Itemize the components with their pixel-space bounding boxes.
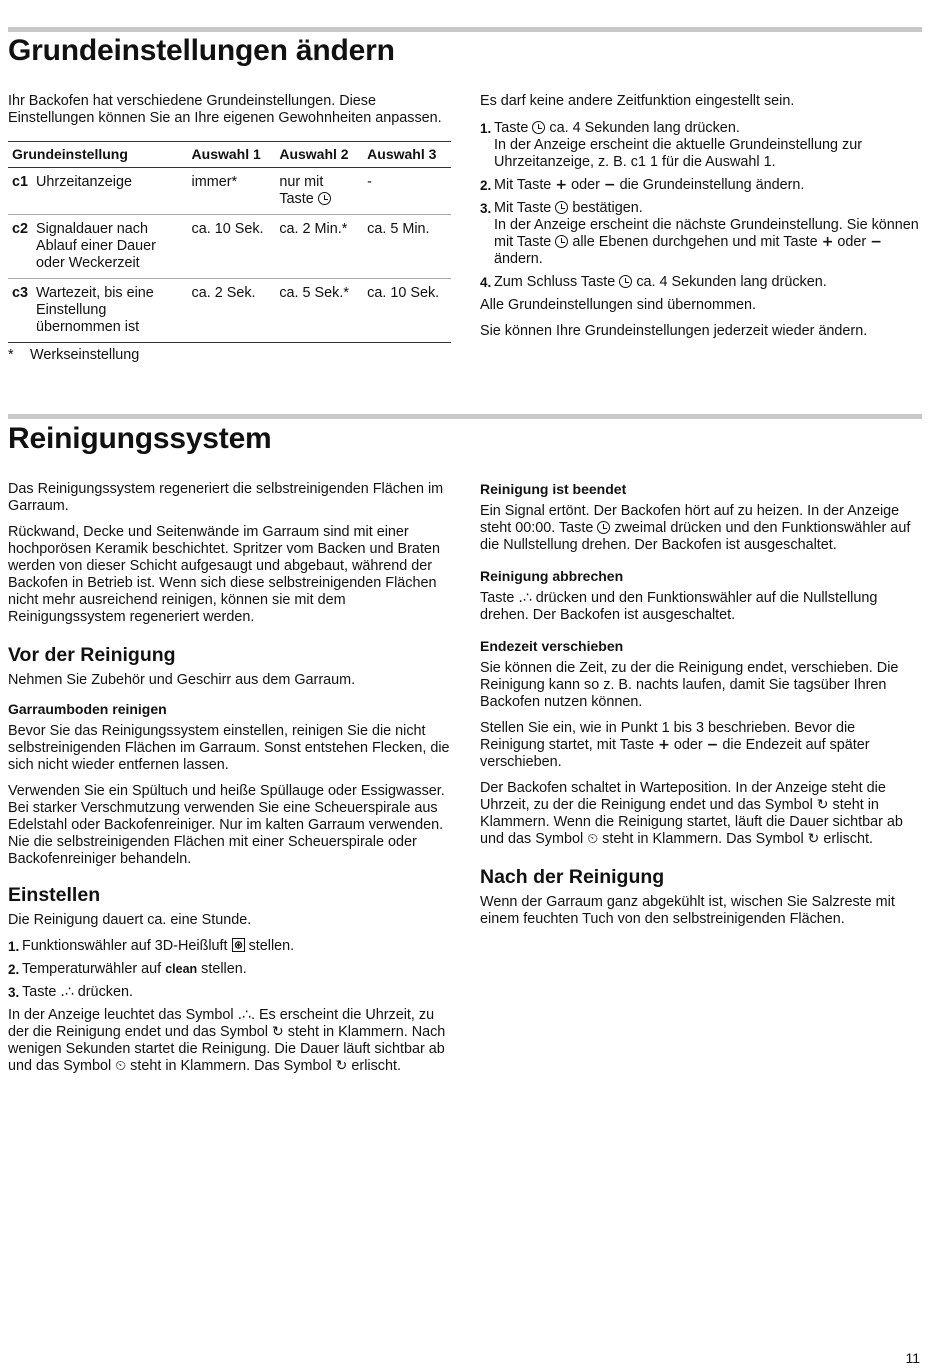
heading-vor-der-reinigung: Vor der Reinigung	[8, 644, 176, 666]
heading-nach-der-reinigung: Nach der Reinigung	[480, 866, 665, 888]
step-text	[494, 177, 922, 194]
setting-choice-3: ca. 5 Min.	[363, 215, 451, 279]
clock-icon	[555, 201, 568, 214]
paragraph	[480, 720, 922, 771]
end-time-icon: ↻	[335, 1058, 348, 1074]
step-4	[480, 274, 922, 291]
setting-code: c2	[8, 215, 32, 279]
setting-code: c1	[8, 168, 32, 215]
minus-icon: −	[706, 737, 719, 753]
text-part: steht in Klammern. Nach wenigen Sekunden startet die Reinigung. Die Dauer läuft sichtbar ab und das Symbol	[8, 1024, 446, 1074]
step-3	[480, 200, 922, 268]
setting-choice-1: ca. 2 Sek.	[188, 279, 276, 343]
plus-icon: +	[821, 234, 834, 250]
footnote-text: Werkseinstellung	[30, 347, 140, 363]
text-part: Der Backofen schaltet in Warteposition. In der Anzeige steht die Uhrzeit, zu der die Reinigung endet und das Symbol	[480, 780, 886, 813]
end-time-icon: ↻	[816, 797, 829, 813]
step-number: 2.	[480, 178, 492, 193]
table-row	[8, 215, 451, 279]
table-header: Grundeinstellung	[8, 142, 188, 168]
table-header-row	[8, 142, 451, 168]
result-text: Alle Grundeinstellungen sind übernommen.	[480, 297, 756, 313]
step-text-part: Funktionswähler auf 3D-Heißluft	[22, 938, 228, 954]
setting-choice-2	[275, 168, 363, 215]
clock-icon	[597, 521, 610, 534]
setting-label: Signaldauer nach Ablauf einer Dauer oder Weckerzeit	[32, 215, 188, 279]
section1-right-column	[480, 93, 922, 349]
step-text-part: bestätigen.	[572, 200, 643, 216]
text-part: steht in Klammern. Wenn die Reinigung startet, läuft die Dauer sichtbar ab und das Symbol	[480, 797, 903, 847]
step-text-part: In der Anzeige erscheint die aktuelle Grundeinstellung zur Uhrzeitanzeige, z. B. c1 1 für die Auswahl 1.	[494, 137, 862, 170]
plus-icon: +	[658, 737, 670, 753]
step-text	[22, 961, 452, 978]
duration-icon: ⏲	[115, 1058, 127, 1074]
setting-label: Uhrzeitanzeige	[32, 168, 188, 215]
end-time-icon: ↻	[807, 831, 820, 847]
cleaning-icon: .∴	[237, 1007, 251, 1023]
text-part: zweimal drücken und den Funktionswähler auf die Nullstellung drehen. Der Backofen ist ausgeschaltet.	[480, 520, 911, 553]
heading-reinigung-abbrechen: Reinigung abbrechen	[480, 568, 624, 584]
paragraph: Bevor Sie das Reinigungssystem einstellen, reinigen Sie die nicht selbstreinigenden Flächen im Garraum. Sonst entstehen Flecken, die sich nicht wieder entfernen lassen.	[8, 723, 450, 773]
end-time-icon: ↻	[272, 1024, 284, 1040]
setting-code: c3	[8, 279, 32, 343]
setting-choice-3: -	[363, 168, 451, 215]
paragraph	[480, 503, 922, 554]
step-text-part: Zum Schluss Taste	[494, 274, 616, 290]
table-footnote	[8, 347, 452, 364]
step-text	[494, 274, 922, 291]
cleaning-icon: .∴	[60, 984, 74, 1000]
section-title-reinigungssystem: Reinigungssystem	[8, 422, 272, 455]
paragraph: Wenn der Garraum ganz abgekühlt ist, wischen Sie Salzreste mit einem feuchten Tuch von den selbstreinigenden Flächen.	[480, 894, 895, 927]
step-2	[8, 961, 452, 978]
page-number: 11	[905, 1350, 920, 1366]
text-part: oder	[673, 737, 703, 753]
heading-reinigung-beendet: Reinigung ist beendet	[480, 481, 627, 497]
heading-garraumboden: Garraumboden reinigen	[8, 701, 167, 717]
step-3	[8, 984, 452, 1001]
paragraph	[480, 590, 922, 624]
paragraph	[8, 1007, 452, 1075]
intro-paragraph: Ihr Backofen hat verschiedene Grundeinstellungen. Diese Einstellungen können Sie an Ihre eigenen Gewohnheiten anpassen.	[8, 93, 442, 126]
step-number: 1.	[480, 121, 492, 136]
text-part: Stellen Sie ein, wie in Punkt 1 bis 3 beschrieben. Bevor die Reinigung startet, mit Taste	[480, 720, 856, 753]
section-rule-middle	[8, 414, 922, 419]
step-number: 4.	[480, 275, 492, 290]
table-header: Auswahl 1	[188, 142, 276, 168]
paragraph	[480, 780, 922, 848]
step-text-part: ca. 4 Sekunden lang drücken.	[636, 274, 827, 290]
paragraph: Rückwand, Decke und Seitenwände im Garraum sind mit einer hochporösen Keramik beschichtet. Spritzer vom Backen und Braten werden von dieser Schicht aufgesaugt und abgebaut, während der Backofen in Betrieb ist. Wenn sich diese selbstreinigenden Flächen nicht mehr ausreichend reinigen, können sie mit dem Reinigungssystem regeneriert werden.	[8, 524, 440, 625]
minus-icon: −	[870, 234, 882, 250]
clock-icon	[619, 275, 632, 288]
settings-table	[8, 141, 451, 343]
text-part: erlischt.	[823, 831, 873, 847]
step-text-part: stellen.	[248, 938, 295, 954]
text-part: In der Anzeige leuchtet das Symbol	[8, 1007, 234, 1023]
footnote-mark: *	[8, 347, 14, 363]
step-1	[480, 120, 922, 171]
paragraph: Sie können die Zeit, zu der die Reinigung endet, verschieben. Die Reinigung kann so z. B. nachts laufen, damit Sie tagsüber Ihren Backofen nutzen können.	[480, 660, 899, 710]
step-text-part: oder	[571, 177, 600, 193]
note-text: Sie können Ihre Grundeinstellungen jederzeit wieder ändern.	[480, 323, 868, 339]
step-text	[22, 938, 452, 955]
step-2	[480, 177, 922, 194]
text-part: steht in Klammern. Das Symbol	[130, 1058, 332, 1074]
text-part: Ein Signal ertönt. Der Backofen hört auf zu heizen. In der Anzeige steht 00:00. Taste	[480, 503, 900, 536]
minus-icon: −	[603, 177, 616, 193]
section2-left-column	[8, 481, 452, 1084]
setting-choice-2: ca. 5 Sek.*	[275, 279, 363, 343]
step-text-part: alle Ebenen durchgehen und mit Taste	[572, 234, 818, 250]
step-text-part: oder	[837, 234, 867, 250]
step-text-part: Temperaturwähler auf	[22, 961, 162, 977]
paragraph: Verwenden Sie ein Spültuch und heiße Spüllauge oder Essigwasser. Bei starker Verschmutzung verwenden Sie eine Scheuerspirale aus Edelstahl oder Backofenreiniger. Nur im kalten Garraum verwenden. Nie die selbstreinigenden Flächen mit einer Scheuerspirale oder Backofenreiniger behandeln.	[8, 783, 445, 867]
step-text	[494, 120, 922, 171]
step-text	[22, 984, 452, 1001]
table-row	[8, 279, 451, 343]
heading-endezeit-verschieben: Endezeit verschieben	[480, 638, 624, 654]
section-rule-top	[8, 27, 922, 32]
plus-icon: +	[555, 177, 568, 193]
step-1	[8, 938, 452, 955]
section-title-grundeinstellungen: Grundeinstellungen ändern	[8, 34, 395, 67]
step-text-part: Taste	[22, 984, 57, 1000]
step-text-part: In der Anzeige erscheint die nächste Grundeinstellung. Sie können mit Taste	[494, 217, 919, 250]
paragraph: Nehmen Sie Zubehör und Geschirr aus dem Garraum.	[8, 672, 356, 688]
step-text-part: die Grundeinstellung ändern.	[619, 177, 805, 193]
section1-left-column	[8, 93, 452, 364]
step-text-part: stellen.	[201, 961, 247, 977]
duration-icon: ⏲	[587, 831, 599, 847]
step-text	[494, 200, 922, 268]
paragraph: Die Reinigung dauert ca. eine Stunde.	[8, 912, 252, 928]
setting-choice-1: immer*	[188, 168, 276, 215]
heading-einstellen: Einstellen	[8, 884, 101, 906]
step-number: 2.	[8, 962, 20, 977]
setting-label: Wartezeit, bis eine Einstellung übernommen ist	[32, 279, 188, 343]
precondition-text: Es darf keine andere Zeitfunktion eingestellt sein.	[480, 93, 795, 109]
step-number: 3.	[480, 201, 492, 216]
setting-choice-3: ca. 10 Sek.	[363, 279, 451, 343]
text-part: Taste	[480, 590, 515, 606]
clock-icon	[318, 192, 331, 205]
step-text-part: ändern.	[494, 251, 543, 267]
step-text-part: Taste	[494, 120, 529, 136]
step-number: 1.	[8, 939, 20, 954]
3d-hot-air-icon	[232, 938, 245, 952]
paragraph: Das Reinigungssystem regeneriert die selbstreinigenden Flächen im Garraum.	[8, 481, 444, 514]
step-text-part: drücken.	[77, 984, 133, 1000]
section2-right-column	[480, 467, 922, 937]
setting-choice-text: nur mit Taste	[279, 174, 324, 207]
setting-choice-2: ca. 2 Min.*	[275, 215, 363, 279]
clock-icon	[555, 235, 568, 248]
table-header: Auswahl 3	[363, 142, 451, 168]
text-part: die Endezeit auf später verschieben.	[480, 737, 870, 770]
step-number: 3.	[8, 985, 20, 1000]
step-text-part: Mit Taste	[494, 200, 552, 216]
step-text-part: Mit Taste	[494, 177, 552, 193]
text-part: . Es erscheint die Uhrzeit, zu der die Reinigung endet und das Symbol	[8, 1007, 435, 1040]
table-header: Auswahl 2	[275, 142, 363, 168]
text-part: erlischt.	[351, 1058, 401, 1074]
cleaning-icon: .∴	[518, 590, 532, 606]
text-part: steht in Klammern. Das Symbol	[602, 831, 804, 847]
clock-icon	[532, 121, 545, 134]
setting-choice-1: ca. 10 Sek.	[188, 215, 276, 279]
step-text-part: ca. 4 Sekunden lang drücken.	[549, 120, 740, 136]
clean-label: clean	[165, 962, 198, 976]
table-row	[8, 168, 451, 215]
text-part: drücken und den Funktionswähler auf die Nullstellung drehen. Der Backofen ist ausgeschaltet.	[480, 590, 878, 623]
